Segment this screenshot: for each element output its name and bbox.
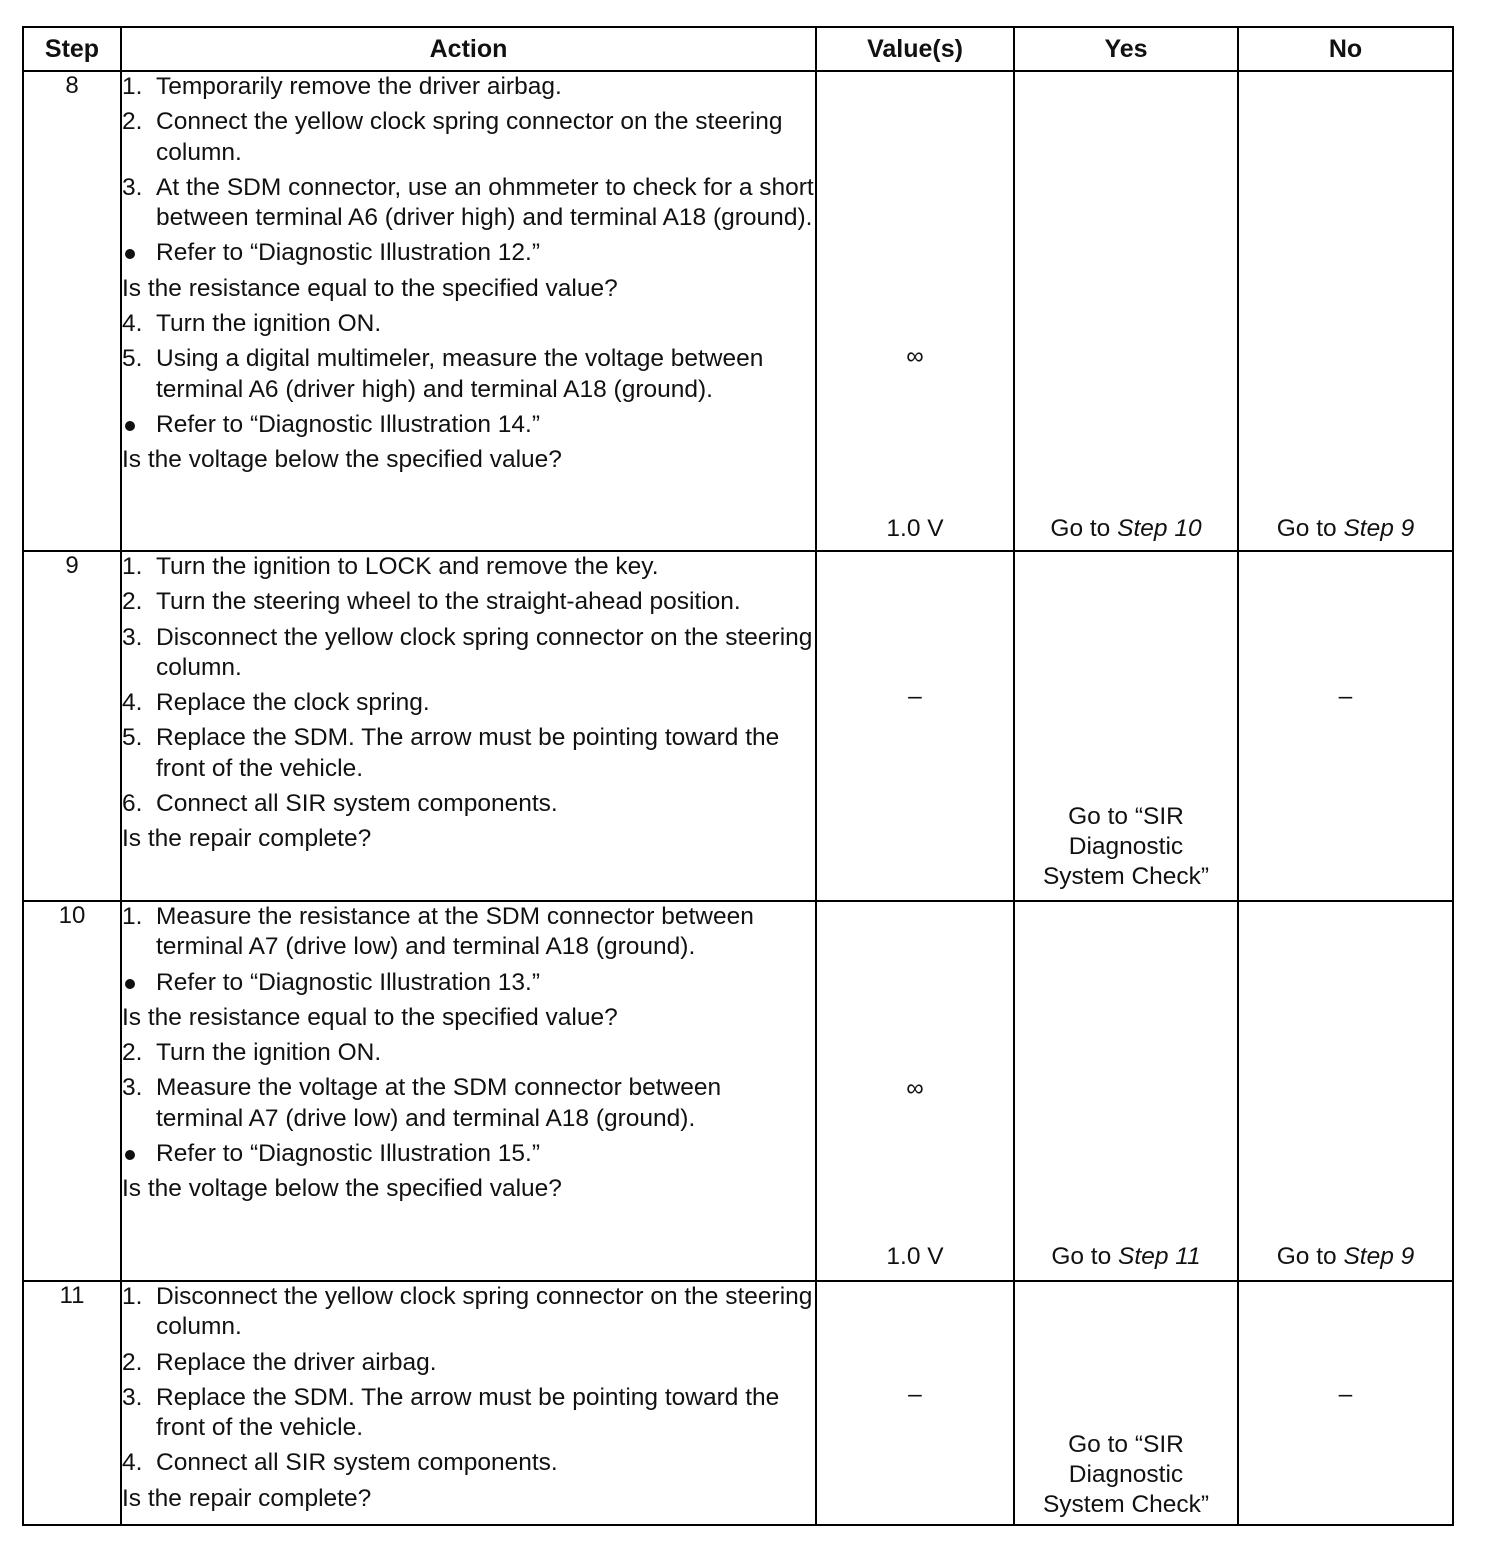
step-item: [122, 789, 815, 819]
value-none: –: [908, 1381, 922, 1408]
no-none: –: [1338, 1381, 1353, 1408]
value-resistance: ∞: [906, 1075, 924, 1102]
no-cell: [1238, 551, 1453, 901]
question-line: [122, 274, 815, 304]
step-item: [122, 1282, 815, 1343]
step-marker: 4.: [122, 1449, 143, 1477]
step-item: [122, 723, 815, 784]
step-item: [122, 688, 815, 718]
yes-line: Go to “SIR: [1068, 803, 1184, 830]
step-marker: 2.: [122, 588, 143, 616]
line-text: Measure the voltage at the SDM connector between terminal A7 (drive low) and terminal A18 (ground).: [156, 1074, 722, 1132]
header-yes: Yes: [1014, 27, 1238, 71]
step-marker: 5.: [122, 345, 143, 373]
step-number: 9: [23, 551, 121, 901]
step-marker: 3.: [122, 623, 143, 651]
yes-prefix: Go to: [1051, 1243, 1119, 1270]
header-values: Value(s): [816, 27, 1014, 71]
step-marker: 2.: [122, 1039, 143, 1067]
step-item: [122, 173, 815, 234]
step-marker: 1.: [122, 903, 143, 930]
line-text: Replace the driver airbag.: [156, 1348, 437, 1376]
line-text: Disconnect the yellow clock spring connector on the steering column.: [156, 1283, 813, 1341]
step-marker: 1.: [122, 73, 143, 100]
line-text: Replace the SDM. The arrow must be pointing toward the front of the vehicle.: [156, 1383, 780, 1442]
question-line: [122, 445, 815, 475]
yes-action: [1015, 1242, 1237, 1272]
line-text: Temporarily remove the driver airbag.: [156, 73, 562, 100]
value-voltage: 1.0 V: [886, 1243, 944, 1270]
step-item: [122, 1038, 815, 1068]
step-marker: 4.: [122, 689, 143, 717]
yes-line: Diagnostic: [1068, 1461, 1184, 1488]
value-cell: [816, 1281, 1014, 1525]
question-line: [122, 1484, 815, 1514]
line-text: Connect all SIR system components.: [156, 790, 558, 818]
table-row: [23, 71, 1453, 551]
line-text: Refer to “Diagnostic Illustration 14.”: [156, 410, 540, 438]
step-item: [122, 623, 815, 684]
value-cell: [816, 71, 1014, 551]
no-prefix: Go to: [1276, 515, 1344, 542]
step-marker: 5.: [122, 724, 143, 752]
yes-action-link[interactable]: [1015, 802, 1237, 892]
no-step-link[interactable]: Step 9: [1343, 1243, 1415, 1270]
line-text: Is the repair complete?: [122, 1484, 372, 1512]
diagnostic-table: [22, 26, 1454, 1526]
yes-step-link[interactable]: Step 10: [1117, 515, 1202, 542]
action-lines: [122, 1282, 815, 1514]
no-none: –: [1338, 683, 1353, 710]
line-text: Connect all SIR system components.: [156, 1449, 558, 1477]
no-step-link[interactable]: Step 9: [1343, 515, 1415, 542]
line-text: Measure the resistance at the SDM connector between terminal A7 (drive low) and terminal A18 (ground).: [156, 903, 754, 961]
value-cell: [816, 901, 1014, 1281]
line-text: Replace the SDM. The arrow must be pointing toward the front of the vehicle.: [156, 724, 780, 782]
table-row: [23, 901, 1453, 1281]
bullet-item: [122, 968, 815, 998]
step-marker: 6.: [122, 790, 143, 818]
header-step: Step: [23, 27, 121, 71]
yes-action: [1015, 514, 1237, 544]
step-number: 8: [23, 71, 121, 551]
step-marker: 1.: [122, 553, 143, 580]
step-item: [122, 587, 815, 617]
header-no: No: [1238, 27, 1453, 71]
no-action: [1239, 514, 1452, 544]
yes-cell: [1014, 1281, 1238, 1525]
step-marker: 3.: [122, 1074, 143, 1102]
action-lines: [122, 72, 815, 476]
line-text: Refer to “Diagnostic Illustration 13.”: [156, 968, 540, 996]
header-row: [23, 27, 1453, 71]
no-cell: [1238, 1281, 1453, 1525]
yes-action-link[interactable]: [1015, 1430, 1237, 1520]
line-text: Disconnect the yellow clock spring connector on the steering column.: [156, 623, 813, 681]
question-line: [122, 824, 815, 854]
step-marker: 3.: [122, 1383, 143, 1411]
yes-line: Diagnostic: [1068, 833, 1184, 860]
value-cell: [816, 551, 1014, 901]
bullet-item: [122, 1139, 815, 1169]
yes-line: System Check”: [1042, 1491, 1210, 1518]
line-text: At the SDM connector, use an ohmmeter to check for a short between terminal A6 (driver high) and terminal A18 (ground).: [156, 173, 814, 232]
line-text: Is the repair complete?: [122, 825, 372, 853]
question-line: [122, 1003, 815, 1033]
step-item: [122, 902, 815, 963]
line-text: Turn the ignition ON.: [156, 1039, 382, 1067]
yes-prefix: Go to: [1050, 515, 1118, 542]
table-row: [23, 551, 1453, 901]
action-cell: [121, 1281, 816, 1525]
action-lines: [122, 552, 815, 855]
table-row: [23, 1281, 1453, 1525]
line-text: Turn the ignition ON.: [156, 310, 382, 338]
step-item: [122, 344, 815, 405]
no-cell: [1238, 71, 1453, 551]
line-text: Is the resistance equal to the specified value?: [122, 274, 618, 302]
line-text: Using a digital multimeler, measure the voltage between terminal A6 (driver high) and terminal A18 (ground).: [156, 345, 764, 403]
line-text: Is the resistance equal to the specified value?: [122, 1003, 618, 1031]
yes-cell: [1014, 71, 1238, 551]
value-voltage: 1.0 V: [886, 515, 944, 542]
line-text: Is the voltage below the specified value?: [122, 446, 562, 474]
bullet-item: [122, 238, 815, 268]
step-marker: 2.: [122, 108, 143, 136]
step-item: [122, 1073, 815, 1134]
yes-cell: [1014, 551, 1238, 901]
action-cell: [121, 71, 816, 551]
yes-line: System Check”: [1042, 863, 1210, 890]
line-text: Turn the ignition to LOCK and remove the key.: [156, 553, 659, 580]
question-line: [122, 1174, 815, 1204]
no-action: [1239, 1242, 1452, 1272]
bullet-item: [122, 410, 815, 440]
header-action: Action: [121, 27, 816, 71]
action-cell: [121, 901, 816, 1281]
no-prefix: Go to: [1276, 1243, 1344, 1270]
step-item: [122, 552, 815, 582]
line-text: Is the voltage below the specified value?: [122, 1175, 562, 1203]
line-text: Refer to “Diagnostic Illustration 12.”: [156, 239, 540, 267]
step-item: [122, 107, 815, 168]
line-text: Refer to “Diagnostic Illustration 15.”: [156, 1140, 540, 1168]
value-resistance: ∞: [906, 343, 924, 370]
step-item: [122, 1448, 815, 1478]
step-marker: 2.: [122, 1348, 143, 1376]
step-marker: 3.: [122, 173, 143, 201]
step-marker: 4.: [122, 310, 143, 338]
line-text: Replace the clock spring.: [156, 689, 430, 717]
action-cell: [121, 551, 816, 901]
yes-cell: [1014, 901, 1238, 1281]
step-item: [122, 1383, 815, 1444]
step-item: [122, 309, 815, 339]
line-text: Connect the yellow clock spring connector on the steering column.: [156, 108, 783, 166]
step-number: 11: [23, 1281, 121, 1525]
step-item: [122, 72, 815, 102]
step-marker: 1.: [122, 1283, 143, 1310]
action-lines: [122, 902, 815, 1205]
yes-step-link[interactable]: Step 11: [1118, 1243, 1201, 1270]
no-cell: [1238, 901, 1453, 1281]
line-text: Turn the steering wheel to the straight-ahead position.: [156, 588, 741, 616]
step-number: 10: [23, 901, 121, 1281]
step-item: [122, 1348, 815, 1378]
yes-line: Go to “SIR: [1068, 1431, 1184, 1458]
value-none: –: [908, 683, 922, 710]
